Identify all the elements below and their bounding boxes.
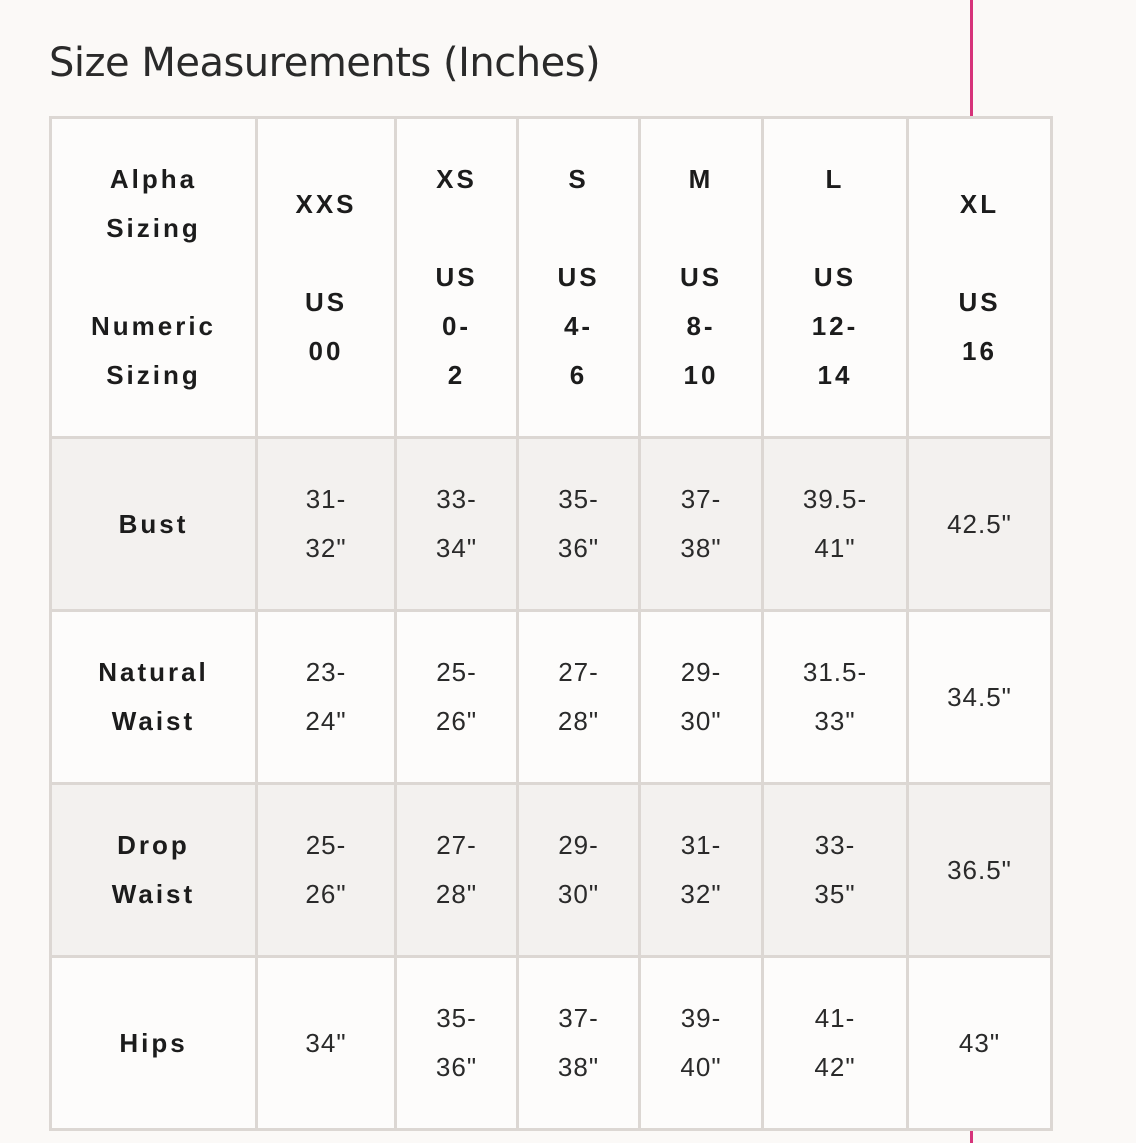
cell-value: 36" [557, 533, 600, 563]
numeric-size-line: 2 [447, 360, 466, 390]
cell-value: 32" [680, 879, 722, 909]
numeric-size-line: 10 [683, 360, 719, 390]
table-row [51, 611, 1052, 784]
header-label-line: Alpha [109, 164, 198, 194]
table-cell [257, 611, 396, 784]
numeric-size-line: US [679, 262, 723, 292]
cell-value: 34.5" [947, 681, 1012, 712]
row-label-cell [51, 438, 257, 611]
cell-value: 38" [680, 533, 722, 563]
table-cell [908, 957, 1052, 1130]
row-label: Drop [117, 830, 190, 860]
cell-value: 41- [814, 1003, 856, 1033]
table-cell [396, 957, 518, 1130]
size-header-cell [908, 118, 1052, 438]
table-cell [908, 438, 1052, 611]
size-chart-table [49, 116, 1053, 1131]
numeric-size-line: 4- [563, 311, 594, 341]
cell-value: 29- [680, 657, 722, 687]
numeric-size-line: US [435, 262, 478, 292]
table-cell [763, 957, 908, 1130]
cell-value: 39.5- [802, 484, 868, 514]
table-cell [908, 784, 1052, 957]
table-cell [763, 784, 908, 957]
table-cell [640, 438, 763, 611]
table-cell [640, 611, 763, 784]
table-cell [518, 957, 640, 1130]
cell-value: 30" [557, 879, 600, 909]
page-title: Size Measurements (Inches) [49, 40, 601, 86]
cell-value: 38" [557, 1052, 600, 1082]
cell-value: 28" [557, 706, 600, 736]
cell-value: 33- [436, 484, 477, 514]
cell-value: 29- [558, 830, 599, 860]
table-cell [257, 957, 396, 1130]
table-row [51, 957, 1052, 1130]
size-header-cell [763, 118, 908, 438]
alpha-size: S [568, 164, 589, 194]
size-header-cell [396, 118, 518, 438]
cell-value: 32" [305, 533, 347, 563]
header-label-line: Sizing [106, 360, 201, 390]
row-label: Natural [98, 657, 209, 687]
table-cell [763, 438, 908, 611]
cell-value: 41" [814, 533, 856, 563]
row-label: Bust [118, 508, 189, 539]
row-label-cell [51, 957, 257, 1130]
table-cell [640, 784, 763, 957]
row-label: Hips [119, 1027, 188, 1058]
cell-value: 28" [435, 879, 478, 909]
cell-value: 35- [558, 484, 599, 514]
cell-value: 35" [814, 879, 856, 909]
cell-value: 34" [435, 533, 478, 563]
numeric-size-line: 6 [569, 360, 588, 390]
header-label-line: Numeric [90, 311, 217, 341]
table-cell [257, 784, 396, 957]
cell-value: 37- [680, 484, 722, 514]
cell-value: 39- [680, 1003, 722, 1033]
numeric-size-line: 14 [817, 360, 853, 390]
cell-value: 27- [436, 830, 477, 860]
cell-value: 35- [436, 1003, 477, 1033]
table-row [51, 784, 1052, 957]
cell-value: 31.5- [802, 657, 868, 687]
size-header-cell [257, 118, 396, 438]
table-cell [763, 611, 908, 784]
row-label: Waist [111, 879, 196, 909]
accent-divider-top [970, 0, 973, 118]
alpha-size: L [825, 164, 845, 194]
table-cell [908, 611, 1052, 784]
alpha-size: XXS [295, 188, 357, 219]
numeric-size-line: US [958, 286, 1001, 317]
table-cell [518, 438, 640, 611]
numeric-size-line: US [557, 262, 600, 292]
size-header-cell [518, 118, 640, 438]
header-row [51, 118, 1052, 438]
row-label-cell [51, 611, 257, 784]
table-cell [396, 438, 518, 611]
cell-value: 42" [814, 1052, 856, 1082]
table-cell [518, 611, 640, 784]
table-cell [640, 957, 763, 1130]
table-cell [518, 784, 640, 957]
cell-value: 42.5" [947, 508, 1012, 539]
accent-divider-bottom [970, 1131, 973, 1143]
alpha-size: XL [959, 188, 1000, 219]
cell-value: 33- [814, 830, 856, 860]
alpha-size: M [688, 164, 714, 194]
cell-value: 30" [680, 706, 722, 736]
row-label-cell [51, 784, 257, 957]
header-label-cell [51, 118, 257, 438]
numeric-size-line: 16 [962, 335, 997, 366]
numeric-size-line: 0- [441, 311, 472, 341]
row-label: Waist [111, 706, 196, 736]
numeric-size-line: 00 [308, 335, 344, 366]
cell-value: 34" [305, 1027, 347, 1058]
cell-value: 27- [558, 657, 599, 687]
cell-value: 25- [436, 657, 477, 687]
cell-value: 40" [680, 1052, 722, 1082]
table-cell [396, 784, 518, 957]
alpha-size: XS [436, 164, 477, 194]
cell-value: 33" [814, 706, 856, 736]
cell-value: 43" [958, 1027, 1001, 1058]
header-label-line: Sizing [106, 213, 201, 243]
cell-value: 36" [435, 1052, 478, 1082]
cell-value: 37- [558, 1003, 599, 1033]
table-cell [396, 611, 518, 784]
cell-value: 36.5" [947, 854, 1012, 885]
cell-value: 26" [435, 706, 478, 736]
table-row [51, 438, 1052, 611]
size-header-cell [640, 118, 763, 438]
cell-value: 31- [680, 830, 722, 860]
table-cell [257, 438, 396, 611]
cell-value: 26" [305, 879, 347, 909]
cell-value: 23- [305, 657, 347, 687]
cell-value: 24" [305, 706, 347, 736]
numeric-size-line: 12- [811, 311, 859, 341]
cell-value: 25- [305, 830, 347, 860]
cell-value: 31- [305, 484, 347, 514]
numeric-size-line: US [304, 286, 348, 317]
numeric-size-line: 8- [686, 311, 716, 341]
numeric-size-line: US [813, 262, 857, 292]
